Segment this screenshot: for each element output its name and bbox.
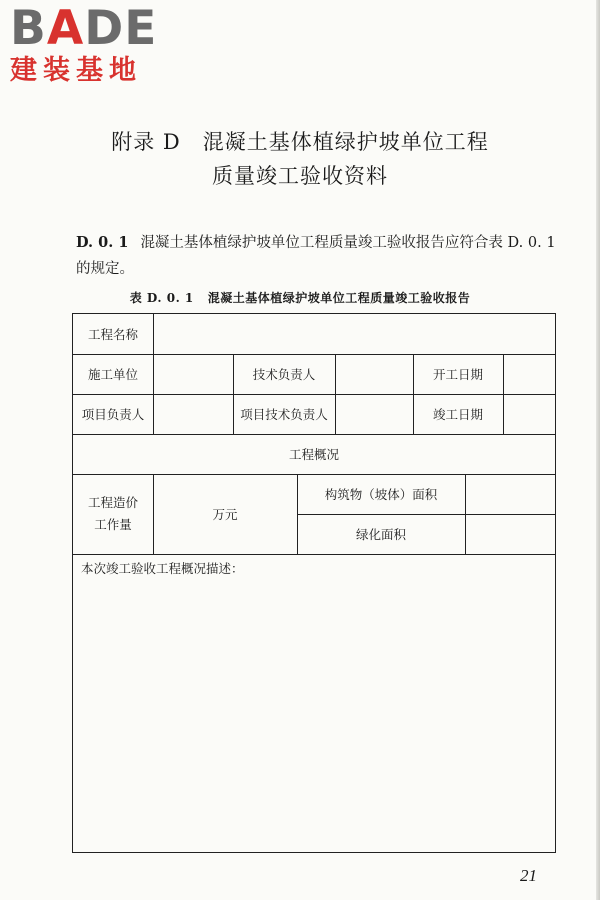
clause-d01 [76,230,566,282]
logo-wordmark: BADE [10,1,158,56]
start-date-label: 开工日期 [432,367,483,382]
tech-lead-label: 技术负责人 [252,367,316,382]
description-area[interactable] [73,580,555,850]
structure-area-value[interactable] [465,474,555,514]
page-edge [596,0,600,900]
completion-date-value[interactable] [503,394,555,434]
overview-heading: 工程概况 [288,447,339,462]
green-area-value[interactable] [465,514,555,554]
project-lead-label: 项目负责人 [81,407,145,422]
appendix-title-line-2: 质量竣工验收资料 [212,164,388,188]
table-caption [0,289,600,306]
page-number: 21 [520,866,537,885]
cost-label: 工程造价 [87,495,138,510]
acceptance-report-table [72,313,556,853]
contractor-label: 施工单位 [87,367,138,382]
start-date-value[interactable] [503,354,555,394]
project-tech-lead-label: 项目技术负责人 [240,407,328,422]
project-lead-value[interactable] [153,394,233,434]
completion-date-label: 竣工日期 [432,407,483,422]
workload-label: 工作量 [94,517,132,532]
description-label: 本次竣工验收工程概况描述： [81,561,244,576]
contractor-value[interactable] [153,354,233,394]
appendix-title-line-1: 附录 D 混凝土基体植绿护坡单位工程 [111,130,489,154]
table-caption-title: 混凝土基体植绿护坡单位工程质量竣工验收报告 [207,291,471,305]
tech-lead-value[interactable] [335,354,413,394]
project-name-value[interactable] [153,314,555,354]
clause-text: 混凝土基体植绿护坡单位工程质量竣工验收报告应符合表 D. 0. 1 的规定。 [76,235,556,277]
cost-workload-label [73,474,153,554]
project-name-label: 工程名称 [87,327,138,342]
green-area-label: 绿化面积 [355,527,406,542]
structure-area-label: 构筑物（坡体）面积 [324,487,438,502]
cost-unit: 万元 [212,507,238,522]
project-tech-lead-value[interactable] [335,394,413,434]
publisher-logo [10,1,180,86]
logo-chinese-name: 建装基地 [10,55,142,86]
table-caption-number: 表 D. 0. 1 [129,291,194,305]
clause-number: D. 0. 1 [76,234,129,251]
